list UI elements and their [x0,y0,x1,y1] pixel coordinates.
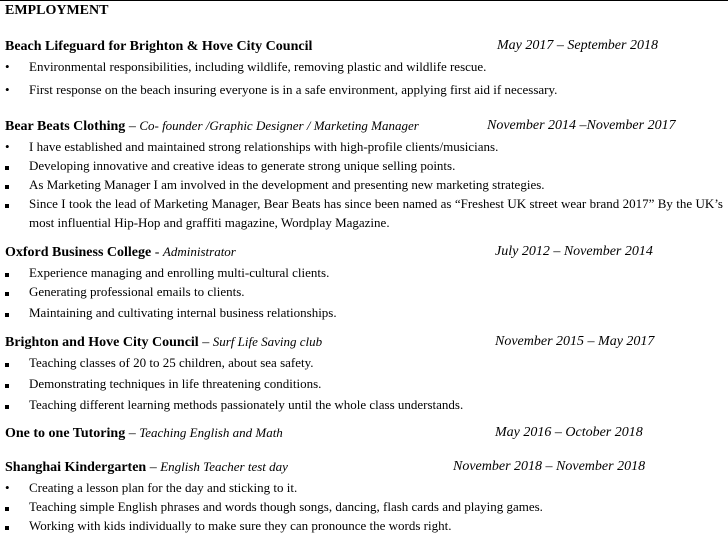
bullet-dot-icon: • [5,59,10,74]
entry-organization: Oxford Business College [5,245,152,260]
list-item: • Environmental responsibilities, including wildlife, removing plastic and wildlife rescue. [5,59,487,74]
entry-dates: November 2014 –November 2017 [487,118,676,133]
bullet-square-icon [5,395,17,414]
list-item: Teaching simple English phrases and words though songs, dancing, flash cards and playing games. [5,497,725,516]
list-item: Generating professional emails to clients. [5,282,725,301]
entry-organization: Bear Beats Clothing [5,119,126,134]
entry-separator: - [151,245,163,260]
list-item: Maintaining and cultivating internal business relationships. [5,303,725,322]
bullet-list [5,478,725,535]
list-item: • I have established and maintained strong relationships with high-profile clients/musicians. [5,139,499,154]
entry-organization: Beach Lifeguard for Brighton & Hove City Council [5,39,313,54]
entry-dates: July 2012 – November 2014 [495,244,653,259]
entry-separator: – [125,119,140,134]
bullet-square-icon [5,374,17,393]
list-item: Demonstrating techniques in life threatening conditions. [5,374,725,393]
employment-entry [5,38,725,99]
entry-header [5,425,725,444]
entry-header [5,118,725,137]
bullet-square-icon [5,156,17,175]
list-item: Developing innovative and creative ideas to generate strong unique selling points. [5,156,725,175]
employment-entry [5,118,725,232]
entry-separator: – [146,460,161,475]
list-item: Since I took the lead of Marketing Manager, Bear Beats has since been named as “Freshest UK street wear brand 2017” By the UK’s most influential Hip-Hop and graffiti magazine, Wordplay Magazine. [5,194,725,232]
employment-entry [5,244,725,322]
bullet-list [5,263,725,322]
list-item: • Creating a lesson plan for the day and sticking to it. [5,480,298,495]
entry-role: Teaching English and Math [139,425,283,440]
list-item: Working with kids individually to make sure they can pronounce the words right. [5,516,725,535]
bullet-square-icon [5,353,17,372]
employment-entry [5,334,725,414]
entry-organization: One to one Tutoring [5,426,126,441]
entry-role: Co- founder /Graphic Designer / Marketing Manager [139,118,419,133]
bullet-dot-icon: • [5,480,10,495]
entry-organization: Brighton and Hove City Council [5,335,199,350]
top-rule [0,0,728,1]
list-item: Teaching classes of 20 to 25 children, about sea safety. [5,353,725,372]
entry-header [5,38,725,57]
bullet-square-icon [5,282,17,301]
bullet-dot-icon: • [5,82,10,97]
entry-organization: Shanghai Kindergarten [5,460,147,475]
entry-role: Surf Life Saving club [212,334,323,349]
employment-entry [5,459,725,535]
entry-header [5,459,725,478]
list-item: Teaching different learning methods passionately until the whole class understands. [5,395,725,414]
entry-separator: – [125,426,140,441]
employment-entry [5,425,725,444]
bullet-square-icon [5,263,17,282]
entry-dates: November 2018 – November 2018 [453,459,646,474]
entry-dates: May 2016 – October 2018 [495,425,643,440]
entry-separator: – [198,335,213,350]
bullet-list [5,137,725,232]
section-title: EMPLOYMENT [5,3,109,18]
entry-dates: November 2015 – May 2017 [495,334,655,349]
bullet-square-icon [5,516,17,535]
list-item: Experience managing and enrolling multi-cultural clients. [5,263,725,282]
bullet-square-icon [5,497,17,516]
bullet-square-icon [5,175,17,194]
bullet-square-icon [5,303,17,322]
entry-role: Administrator [162,244,236,259]
entry-header [5,244,725,263]
bullet-list [5,353,725,414]
bullet-square-icon [5,194,17,213]
entry-dates: May 2017 – September 2018 [497,38,658,53]
bullet-dot-icon: • [5,139,10,154]
entry-role: English Teacher test day [160,459,288,474]
bullet-list [5,57,725,99]
list-item: As Marketing Manager I am involved in the development and presenting new marketing strategies. [5,175,725,194]
entry-header [5,334,725,353]
list-item: • First response on the beach insuring everyone is in a safe environment, applying first aid if necessary. [5,82,558,97]
